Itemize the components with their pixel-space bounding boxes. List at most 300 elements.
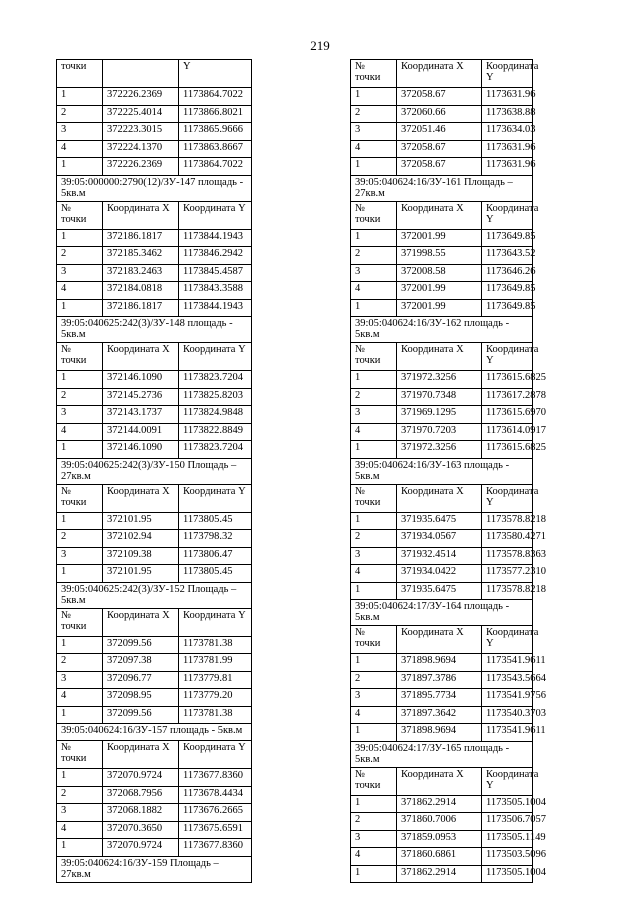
table-row [57,406,252,424]
point-number-cell: 4 [351,565,397,583]
table-header-row [57,343,252,371]
parcel-title-row [57,582,252,608]
coordinate-y-cell: 1173779.81 [179,671,252,689]
header-coordinate-x: Координата X [103,343,179,371]
coordinate-x-cell: 372070.9724 [103,839,179,857]
coordinate-x-cell: 372102.94 [103,530,179,548]
coordinate-y-cell: 1173676.2665 [179,804,252,822]
coordinate-y-cell: 1173541.9756 [482,689,533,707]
table-header-row [351,343,533,371]
left-coordinates-table [56,59,252,883]
point-number-cell: 1 [351,654,397,672]
coordinate-y-cell: 1173615.6970 [482,406,533,424]
coordinate-y-cell: 1173843.3588 [179,282,252,300]
point-number-cell: 4 [57,140,103,158]
point-number-cell: 1 [351,795,397,813]
table-row [57,547,252,565]
coordinate-x-cell: 371934.0567 [397,530,482,548]
table-row [57,769,252,787]
coordinate-x-cell: 372185.3462 [103,247,179,265]
point-number-cell: 2 [351,530,397,548]
parcel-title-row [351,458,533,484]
point-number-cell: 1 [351,865,397,883]
coordinate-x-cell: 372145.2736 [103,388,179,406]
coordinate-y-cell: 1173505.1004 [482,795,533,813]
table-row [351,813,533,831]
coordinate-y-cell: 1173866.8021 [179,105,252,123]
header-point-number: № точки [351,60,397,88]
table-row [57,264,252,282]
parcel-title: 39:05:040624:16/ЗУ-163 площадь - 5кв.м [351,458,533,484]
point-number-cell: 3 [57,264,103,282]
table-row [351,388,533,406]
coordinate-x-cell: 372226.2369 [103,158,179,176]
coordinate-x-cell: 371932.4514 [397,547,482,565]
table-row [57,636,252,654]
point-number-cell: 4 [57,821,103,839]
coordinate-y-cell: 1173541.9611 [482,654,533,672]
coordinate-x-cell: 371862.2914 [397,795,482,813]
table-row [57,388,252,406]
table-row [351,158,533,176]
header-coordinate-y: Координата Y [179,201,252,229]
coordinate-y-cell: 1173615.6825 [482,371,533,389]
table-row [351,299,533,317]
coordinate-y-cell: 1173505.1004 [482,865,533,883]
table-row [351,830,533,848]
point-number-cell: 1 [351,299,397,317]
table-row [351,247,533,265]
coordinate-y-cell: 1173823.7204 [179,371,252,389]
coordinate-y-cell: 1173634.03 [482,123,533,141]
coordinate-y-cell: 1173617.2878 [482,388,533,406]
point-number-cell: 3 [351,547,397,565]
parcel-title-row [57,458,252,484]
point-number-cell: 3 [351,689,397,707]
left-column [56,59,252,883]
coordinate-x-cell: 371897.3786 [397,671,482,689]
header-coordinate-y: Y [179,60,252,88]
coordinate-x-cell: 372097.38 [103,654,179,672]
coordinate-y-cell: 1173824.9848 [179,406,252,424]
point-number-cell: 1 [57,371,103,389]
right-coordinates-table [350,59,546,883]
point-number-cell: 2 [57,105,103,123]
coordinate-y-cell: 1173646.26 [482,264,533,282]
table-header-row [57,60,252,88]
point-number-cell: 2 [57,654,103,672]
coordinate-y-cell: 1173615.6825 [482,441,533,459]
parcel-title-row [351,741,533,767]
parcel-title-row [351,600,533,626]
point-number-cell: 2 [351,247,397,265]
coordinate-x-cell: 371897.3642 [397,706,482,724]
table-row [57,786,252,804]
coordinate-x-cell: 372008.58 [397,264,482,282]
point-number-cell: 1 [351,88,397,106]
point-number-cell: 1 [351,441,397,459]
parcel-title-row [57,724,252,741]
header-point-number: № точки [57,741,103,769]
coordinate-x-cell: 372070.3650 [103,821,179,839]
coordinate-x-cell: 372224.1370 [103,140,179,158]
table-row [57,671,252,689]
header-point-number: № точки [57,484,103,512]
coordinate-y-cell: 1173781.38 [179,636,252,654]
header-point-number: № точки [57,343,103,371]
coordinate-x-cell: 372223.3015 [103,123,179,141]
coordinate-x-cell: 372001.99 [397,229,482,247]
parcel-title-row [351,175,533,201]
table-row [351,229,533,247]
coordinate-y-cell: 1173578.8363 [482,547,533,565]
coordinate-x-cell: 371898.9694 [397,654,482,672]
header-coordinate-x: Координата X [397,201,482,229]
table-row [351,848,533,866]
parcel-title: 39:05:040624:16/ЗУ-162 площадь - 5кв.м [351,317,533,343]
table-row [351,123,533,141]
header-coordinate-y: Координата Y [179,343,252,371]
coordinate-y-cell: 1173677.8360 [179,769,252,787]
table-row [57,706,252,724]
point-number-cell: 1 [351,229,397,247]
table-header-row [57,201,252,229]
table-row [351,264,533,282]
table-row [351,88,533,106]
coordinate-y-cell: 1173614.0917 [482,423,533,441]
coordinate-y-cell: 1173805.45 [179,565,252,583]
header-coordinate-y: Координата Y [482,626,533,654]
point-number-cell: 1 [57,441,103,459]
coordinate-y-cell: 1173798.32 [179,530,252,548]
header-coordinate-x: Координата X [397,626,482,654]
header-coordinate-x: Координата X [397,343,482,371]
coordinate-x-cell: 371934.0422 [397,565,482,583]
coordinate-y-cell: 1173863.8667 [179,140,252,158]
coordinate-y-cell: 1173649.85 [482,299,533,317]
point-number-cell: 1 [351,158,397,176]
table-row [351,371,533,389]
parcel-title: 39:05:040624:17/ЗУ-164 площадь - 5кв.м [351,600,533,626]
coordinate-y-cell: 1173864.7022 [179,158,252,176]
coordinate-x-cell: 372186.1817 [103,299,179,317]
coordinate-y-cell: 1173631.96 [482,140,533,158]
coordinate-x-cell: 372096.77 [103,671,179,689]
table-row [351,530,533,548]
coordinate-y-cell: 1173822.8849 [179,423,252,441]
coordinate-x-cell: 372070.9724 [103,769,179,787]
coordinate-y-cell: 1173506.7057 [482,813,533,831]
parcel-title: 39:05:040624:17/ЗУ-165 площадь - 5кв.м [351,741,533,767]
header-coordinate-x: Координата X [103,608,179,636]
header-coordinate-x: Координата X [103,201,179,229]
table-row [57,654,252,672]
coordinate-x-cell: 372098.95 [103,689,179,707]
table-row [57,371,252,389]
coordinate-x-cell: 372146.1090 [103,371,179,389]
point-number-cell: 1 [57,158,103,176]
header-coordinate-x: Координата X [397,484,482,512]
table-row [351,441,533,459]
coordinate-x-cell: 371969.1295 [397,406,482,424]
point-number-cell: 2 [57,388,103,406]
coordinate-y-cell: 1173844.1943 [179,229,252,247]
table-header-row [57,484,252,512]
point-number-cell: 2 [351,813,397,831]
point-number-cell: 1 [351,724,397,742]
parcel-title-row [57,856,252,882]
point-number-cell: 3 [351,830,397,848]
parcel-title-row [57,317,252,343]
table-row [57,530,252,548]
parcel-title-row [57,175,252,201]
header-coordinate-y: Координата Y [482,767,533,795]
table-row [57,423,252,441]
coordinate-x-cell: 372060.66 [397,105,482,123]
header-point-number: № точки [351,343,397,371]
table-row [351,865,533,883]
point-number-cell: 2 [351,105,397,123]
point-number-cell: 1 [57,565,103,583]
coordinate-y-cell: 1173846.2942 [179,247,252,265]
table-row [57,804,252,822]
coordinate-x-cell: 371972.3256 [397,441,482,459]
point-number-cell: 4 [351,706,397,724]
header-coordinate-x [103,60,179,88]
table-row [57,282,252,300]
point-number-cell: 1 [57,636,103,654]
point-number-cell: 4 [57,689,103,707]
coordinate-x-cell: 371970.7348 [397,388,482,406]
header-coordinate-y: Координата Y [179,484,252,512]
table-row [351,547,533,565]
table-row [57,441,252,459]
table-row [351,423,533,441]
coordinate-x-cell: 372051.46 [397,123,482,141]
parcel-title: 39:05:040625:242(3)/ЗУ-148 площадь - 5кв.м [57,317,252,343]
coordinate-y-cell: 1173675.6591 [179,821,252,839]
coordinate-x-cell: 371998.55 [397,247,482,265]
point-number-cell: 4 [57,423,103,441]
coordinate-y-cell: 1173540.3703 [482,706,533,724]
parcel-title: 39:05:040624:16/ЗУ-157 площадь - 5кв.м [57,724,252,741]
coordinate-x-cell: 372146.1090 [103,441,179,459]
table-row [351,795,533,813]
point-number-cell: 2 [57,786,103,804]
coordinate-x-cell: 371898.9694 [397,724,482,742]
point-number-cell: 4 [351,140,397,158]
table-row [57,689,252,707]
coordinate-y-cell: 1173643.52 [482,247,533,265]
table-row [57,158,252,176]
header-coordinate-x: Координата X [103,741,179,769]
point-number-cell: 1 [57,88,103,106]
coordinate-x-cell: 371970.7203 [397,423,482,441]
table-header-row [57,741,252,769]
coordinate-x-cell: 372143.1737 [103,406,179,424]
point-number-cell: 3 [57,406,103,424]
table-row [351,654,533,672]
header-coordinate-y: Координата Y [179,741,252,769]
coordinate-y-cell: 1173678.4434 [179,786,252,804]
point-number-cell: 1 [351,371,397,389]
parcel-title-row [351,317,533,343]
table-header-row [351,60,533,88]
coordinate-y-cell: 1173781.38 [179,706,252,724]
table-row [351,671,533,689]
coordinate-x-cell: 372101.95 [103,512,179,530]
coordinate-x-cell: 372099.56 [103,636,179,654]
header-coordinate-y: Координата Y [482,484,533,512]
coordinate-x-cell: 372226.2369 [103,88,179,106]
header-coordinate-y: Координата Y [482,60,533,88]
header-coordinate-x: Координата X [103,484,179,512]
coordinate-x-cell: 372058.67 [397,158,482,176]
coordinate-x-cell: 371935.6475 [397,582,482,600]
coordinate-x-cell: 372109.38 [103,547,179,565]
table-row [351,689,533,707]
coordinate-y-cell: 1173677.8360 [179,839,252,857]
table-row [57,229,252,247]
coordinate-x-cell: 372058.67 [397,140,482,158]
table-header-row [351,767,533,795]
header-coordinate-y: Координата Y [179,608,252,636]
point-number-cell: 4 [351,423,397,441]
coordinate-y-cell: 1173649.85 [482,282,533,300]
coordinate-y-cell: 1173541.9611 [482,724,533,742]
point-number-cell: 1 [57,769,103,787]
point-number-cell: 1 [351,582,397,600]
header-point-number: № точки [351,626,397,654]
point-number-cell: 3 [351,406,397,424]
coordinate-y-cell: 1173505.1149 [482,830,533,848]
table-row [351,565,533,583]
coordinate-x-cell: 372183.2463 [103,264,179,282]
table-row [57,839,252,857]
header-point-number: № точки [57,201,103,229]
header-point-number: № точки [57,608,103,636]
coordinate-y-cell: 1173638.88 [482,105,533,123]
coordinate-x-cell: 372099.56 [103,706,179,724]
coordinate-y-cell: 1173806.47 [179,547,252,565]
point-number-cell: 1 [57,299,103,317]
header-coordinate-x: Координата X [397,767,482,795]
coordinate-x-cell: 372101.95 [103,565,179,583]
coordinate-y-cell: 1173781.99 [179,654,252,672]
table-row [57,565,252,583]
table-row [57,821,252,839]
point-number-cell: 1 [351,512,397,530]
table-header-row [351,201,533,229]
coordinate-y-cell: 1173503.5096 [482,848,533,866]
parcel-title: 39:05:000000:2790(12)/ЗУ-147 площадь - 5кв.м [57,175,252,201]
right-column [350,59,546,883]
coordinate-x-cell: 371860.6861 [397,848,482,866]
table-row [57,105,252,123]
coordinate-y-cell: 1173631.96 [482,88,533,106]
coordinate-x-cell: 372001.99 [397,299,482,317]
coordinate-y-cell: 1173578.8218 [482,512,533,530]
header-coordinate-x: Координата X [397,60,482,88]
table-row [351,140,533,158]
coordinate-x-cell: 372186.1817 [103,229,179,247]
coordinate-y-cell: 1173578.8218 [482,582,533,600]
point-number-cell: 4 [57,282,103,300]
point-number-cell: 3 [57,123,103,141]
header-point-number: № точки [351,767,397,795]
point-number-cell: 2 [57,247,103,265]
coordinate-x-cell: 372184.0818 [103,282,179,300]
coordinate-y-cell: 1173631.96 [482,158,533,176]
coordinate-y-cell: 1173864.7022 [179,88,252,106]
coordinate-y-cell: 1173577.2310 [482,565,533,583]
header-coordinate-y: Координата Y [482,201,533,229]
table-row [57,140,252,158]
point-number-cell: 1 [57,229,103,247]
coordinate-x-cell: 371972.3256 [397,371,482,389]
coordinate-x-cell: 371860.7006 [397,813,482,831]
point-number-cell: 1 [57,512,103,530]
table-row [351,282,533,300]
parcel-title: 39:05:040625:242(3)/ЗУ-150 Площадь – 27кв.м [57,458,252,484]
table-header-row [351,484,533,512]
table-row [57,88,252,106]
coordinate-y-cell: 1173844.1943 [179,299,252,317]
point-number-cell: 2 [351,671,397,689]
coordinate-x-cell: 372068.1882 [103,804,179,822]
table-row [351,406,533,424]
table-row [57,247,252,265]
coordinate-x-cell: 371935.6475 [397,512,482,530]
coordinate-x-cell: 372225.4014 [103,105,179,123]
coordinate-y-cell: 1173779.20 [179,689,252,707]
table-row [57,123,252,141]
point-number-cell: 2 [351,388,397,406]
point-number-cell: 2 [57,530,103,548]
parcel-title: 39:05:040624:16/ЗУ-159 Площадь – 27кв.м [57,856,252,882]
point-number-cell: 4 [351,282,397,300]
point-number-cell: 3 [57,671,103,689]
coordinate-y-cell: 1173543.5664 [482,671,533,689]
point-number-cell: 3 [57,804,103,822]
point-number-cell: 1 [57,839,103,857]
coordinate-y-cell: 1173845.4587 [179,264,252,282]
table-header-row [351,626,533,654]
coordinate-x-cell: 371862.2914 [397,865,482,883]
table-row [351,724,533,742]
parcel-title: 39:05:040625:242(3)/ЗУ-152 Площадь – 5кв.м [57,582,252,608]
coordinate-y-cell: 1173825.8203 [179,388,252,406]
coordinate-x-cell: 371895.7734 [397,689,482,707]
coordinate-y-cell: 1173580.4271 [482,530,533,548]
coordinate-y-cell: 1173823.7204 [179,441,252,459]
point-number-cell: 3 [351,123,397,141]
coordinate-x-cell: 372058.67 [397,88,482,106]
table-row [351,512,533,530]
header-coordinate-y: Координата Y [482,343,533,371]
page-number: 219 [310,38,330,53]
table-row [57,299,252,317]
point-number-cell: 4 [351,848,397,866]
coordinate-y-cell: 1173649.85 [482,229,533,247]
point-number-cell: 1 [57,706,103,724]
header-point-number: точки [57,60,103,88]
coordinate-y-cell: 1173805.45 [179,512,252,530]
table-row [351,582,533,600]
parcel-title: 39:05:040624:16/ЗУ-161 Площадь – 27кв.м [351,175,533,201]
table-row [351,706,533,724]
table-row [351,105,533,123]
